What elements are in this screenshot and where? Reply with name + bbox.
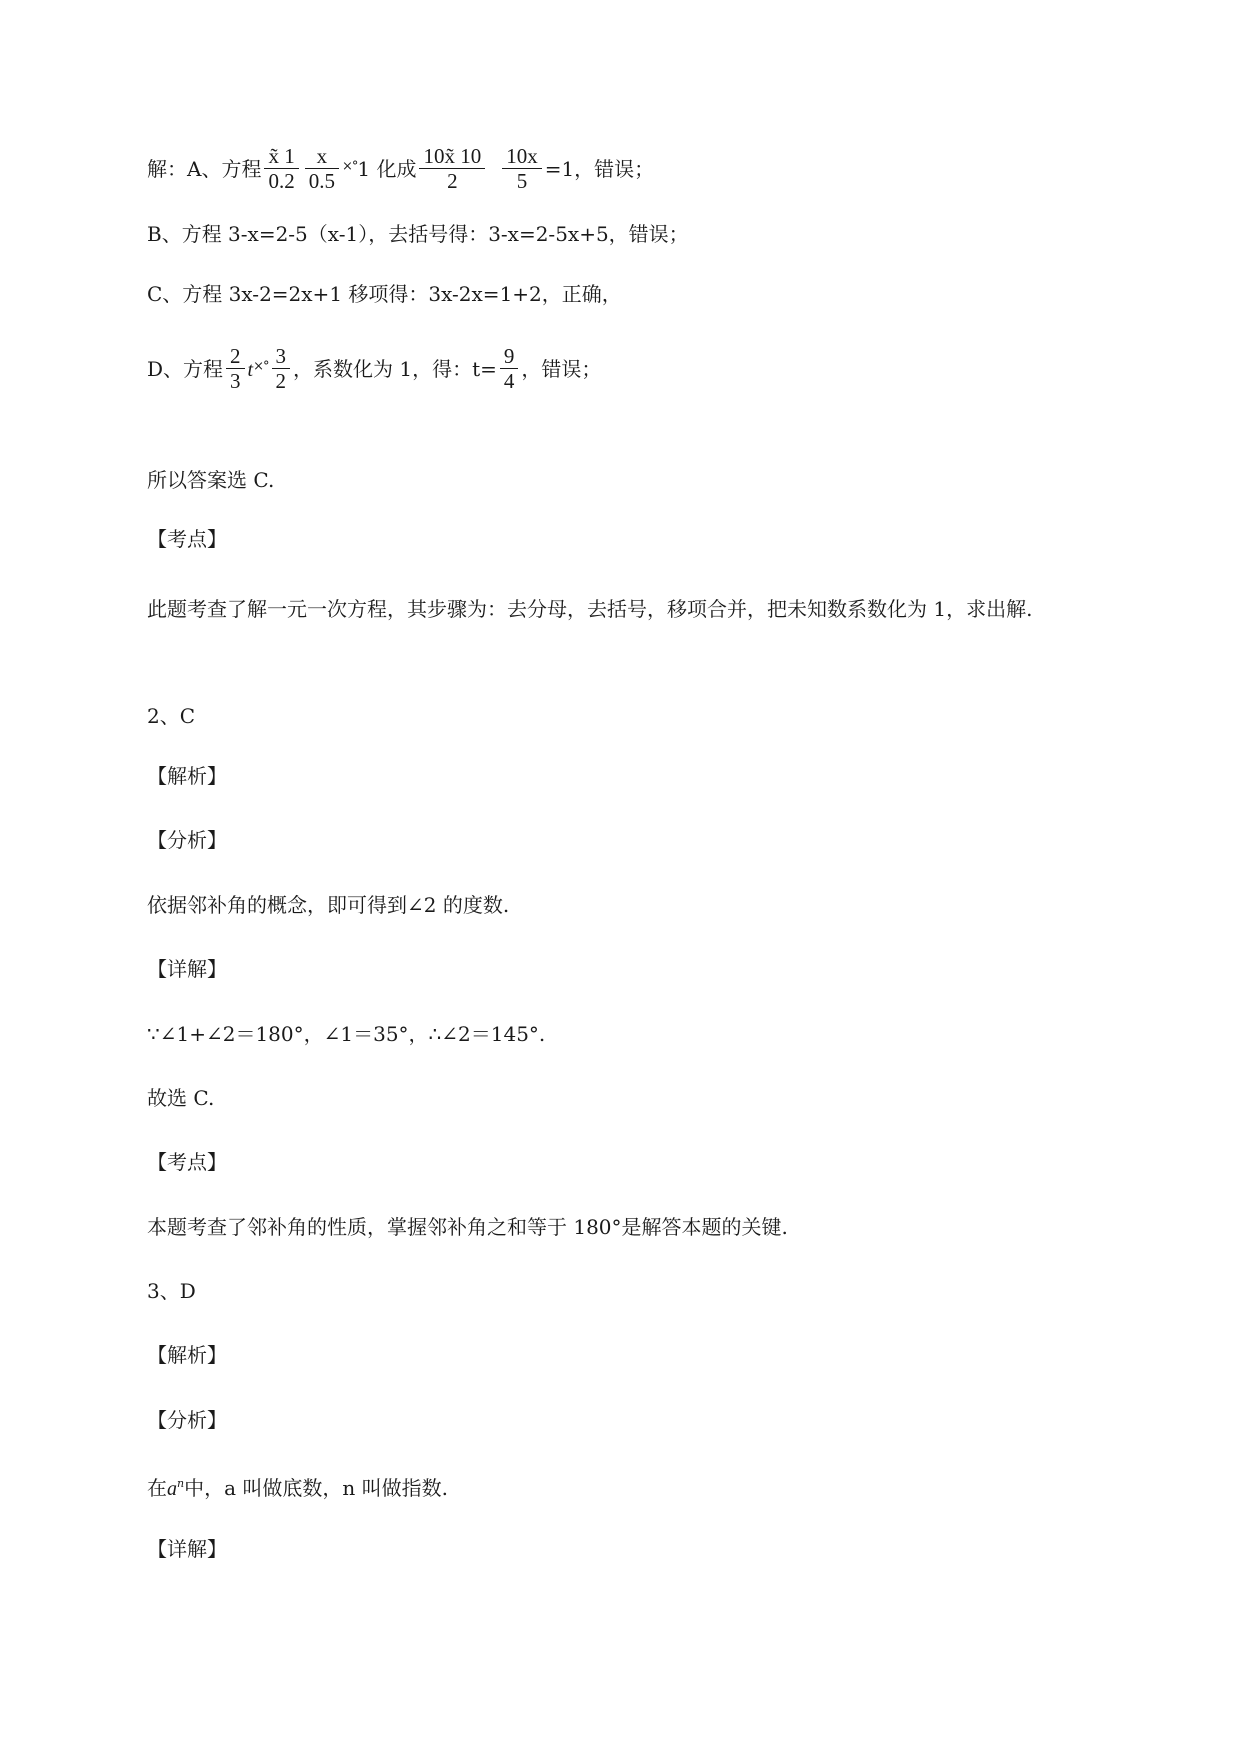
q2-fenxi-text: 依据邻补角的概念，即可得到∠2 的度数. xyxy=(147,893,510,917)
line-d-mid: ，系数化为 1，得：t= xyxy=(293,357,497,381)
line-a-mid: 1 化成 xyxy=(357,157,417,181)
fraction-numerator: 9 xyxy=(500,344,519,369)
fraction-2 xyxy=(305,144,339,193)
fraction-denominator: 5 xyxy=(516,169,528,193)
q2-xiangjie-text: ∵∠1+∠2＝180°，∠1＝35°，∴∠2＝145°. xyxy=(147,1022,546,1046)
fraction-denominator: 4 xyxy=(503,369,515,393)
fraction-numerator: 2 xyxy=(226,344,245,369)
fraction-numerator: x xyxy=(305,144,339,169)
fraction-denominator: 2 xyxy=(447,169,458,193)
q1-line-c: C、方程 3x-2=2x+1 移项得：3x-2x=1+2，正确， xyxy=(147,282,622,306)
fenxi-prefix: 在 xyxy=(147,1476,167,1500)
power-exponent: n xyxy=(177,1477,185,1490)
fraction-3 xyxy=(419,144,485,193)
fraction-numerator: 10x̃ 10 xyxy=(419,144,485,169)
fraction-4 xyxy=(502,144,542,193)
q2-answer: 故选 C. xyxy=(147,1086,215,1110)
power-base: a xyxy=(167,1478,177,1500)
line-a-suffix: =1，错误； xyxy=(544,157,655,181)
q2-kaodian-text: 本题考查了邻补角的性质，掌握邻补角之和等于 180°是解答本题的关键. xyxy=(147,1215,788,1239)
q2-number: 2、C xyxy=(147,704,196,728)
fraction-denominator: 0.5 xyxy=(308,169,335,193)
line-d-suffix: ，错误； xyxy=(521,357,602,381)
garbled-glyph: ×° xyxy=(253,359,269,374)
q3-number: 3、D xyxy=(147,1279,196,1303)
q2-kaodian-heading: 【考点】 xyxy=(147,1150,227,1174)
fenxi-suffix: 中，a 叫做底数，n 叫做指数. xyxy=(184,1476,448,1500)
line-d-prefix: D、方程 xyxy=(147,357,224,381)
q3-xiangjie-heading: 【详解】 xyxy=(147,1537,227,1561)
q1-kaodian-text: 此题考查了解一元一次方程，其步骤为：去分母，去括号，移项合并，把未知数系数化为 1，求出解. xyxy=(147,597,1033,621)
q3-fenxi-heading: 【分析】 xyxy=(147,1408,227,1432)
q1-answer: 所以答案选 C. xyxy=(147,468,275,492)
q3-jiexi-heading: 【解析】 xyxy=(147,1343,227,1367)
fraction-numerator: x̃ 1 xyxy=(264,144,298,169)
q1-line-b: B、方程 3-x=2-5（x-1），去括号得：3-x=2-5x+5，错误； xyxy=(147,222,689,246)
q2-xiangjie-heading: 【详解】 xyxy=(147,957,227,981)
garbled-glyph: ×° xyxy=(341,159,358,174)
fraction-2 xyxy=(272,344,291,393)
variable-t: t xyxy=(247,359,254,381)
fraction-numerator: 10x xyxy=(502,144,542,169)
fraction-numerator: 3 xyxy=(272,344,291,369)
fraction-denominator: 0.2 xyxy=(268,169,295,193)
fraction-denominator: 2 xyxy=(275,369,287,393)
fraction-1 xyxy=(264,144,298,193)
fraction-1 xyxy=(226,344,245,393)
fraction-3 xyxy=(500,344,519,393)
q1-line-d xyxy=(147,346,1127,395)
line-a-prefix: 解：A、方程 xyxy=(147,157,262,181)
q2-jiexi-heading: 【解析】 xyxy=(147,764,227,788)
q1-kaodian-heading: 【考点】 xyxy=(147,527,227,551)
q3-fenxi-text xyxy=(147,1470,1127,1503)
q2-fenxi-heading: 【分析】 xyxy=(147,828,227,852)
fraction-denominator: 3 xyxy=(230,369,241,393)
q1-line-a xyxy=(147,146,1127,195)
